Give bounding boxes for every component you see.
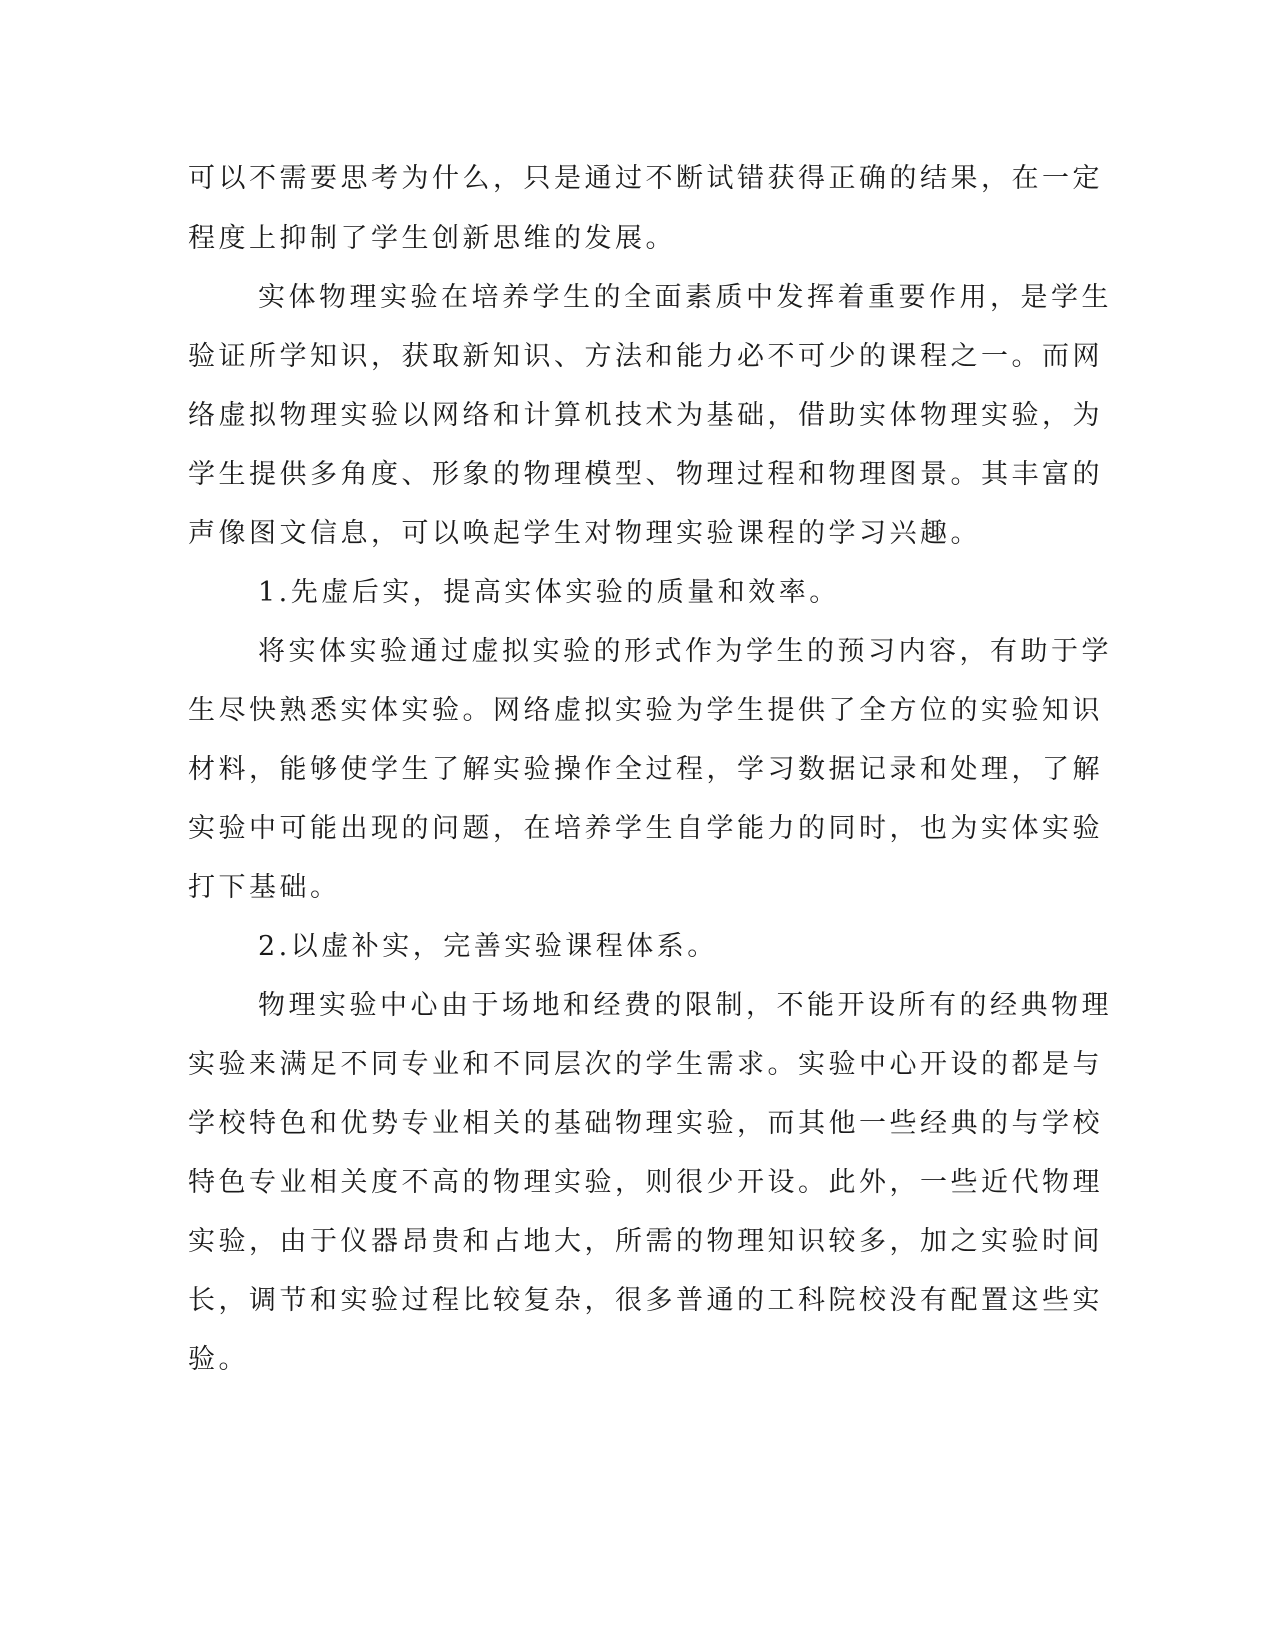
text-line: 程度上抑制了学生创新思维的发展。: [188, 223, 676, 254]
text-line: 特色专业相关度不高的物理实验，则很少开设。此外，一些近代物理: [188, 1167, 1103, 1198]
text-line: 生尽快熟悉实体实验。网络虚拟实验为学生提供了全方位的实验知识: [188, 695, 1103, 726]
text-line: 实验来满足不同专业和不同层次的学生需求。实验中心开设的都是与: [188, 1049, 1103, 1080]
text-line: 可以不需要思考为什么，只是通过不断试错获得正确的结果，在一定: [188, 163, 1103, 194]
text-line: 长，调节和实验过程比较复杂，很多普通的工科院校没有配置这些实: [188, 1285, 1103, 1316]
text-line: 声像图文信息，可以唤起学生对物理实验课程的学习兴趣。: [188, 518, 981, 549]
text-line: 材料，能够使学生了解实验操作全过程，学习数据记录和处理，了解: [188, 754, 1103, 785]
section-heading: 1.先虚后实，提高实体实验的质量和效率。: [258, 577, 840, 608]
text-line: 验。: [188, 1344, 249, 1375]
text-line: 学校特色和优势专业相关的基础物理实验，而其他一些经典的与学校: [188, 1108, 1103, 1139]
text-line: 学生提供多角度、形象的物理模型、物理过程和物理图景。其丰富的: [188, 459, 1103, 490]
text-line: 实验中可能出现的问题，在培养学生自学能力的同时，也为实体实验: [188, 813, 1103, 844]
section-heading: 2.以虚补实，完善实验课程体系。: [258, 931, 718, 962]
text-line: 验证所学知识，获取新知识、方法和能力必不可少的课程之一。而网: [188, 341, 1103, 372]
text-line: 将实体实验通过虚拟实验的形式作为学生的预习内容，有助于学: [258, 636, 1112, 667]
text-line: 打下基础。: [188, 872, 341, 903]
text-line: 实体物理实验在培养学生的全面素质中发挥着重要作用，是学生: [258, 282, 1112, 313]
text-line: 实验，由于仪器昂贵和占地大，所需的物理知识较多，加之实验时间: [188, 1226, 1103, 1257]
text-line: 物理实验中心由于场地和经费的限制，不能开设所有的经典物理: [258, 990, 1112, 1021]
text-line: 络虚拟物理实验以网络和计算机技术为基础，借助实体物理实验，为: [188, 400, 1103, 431]
